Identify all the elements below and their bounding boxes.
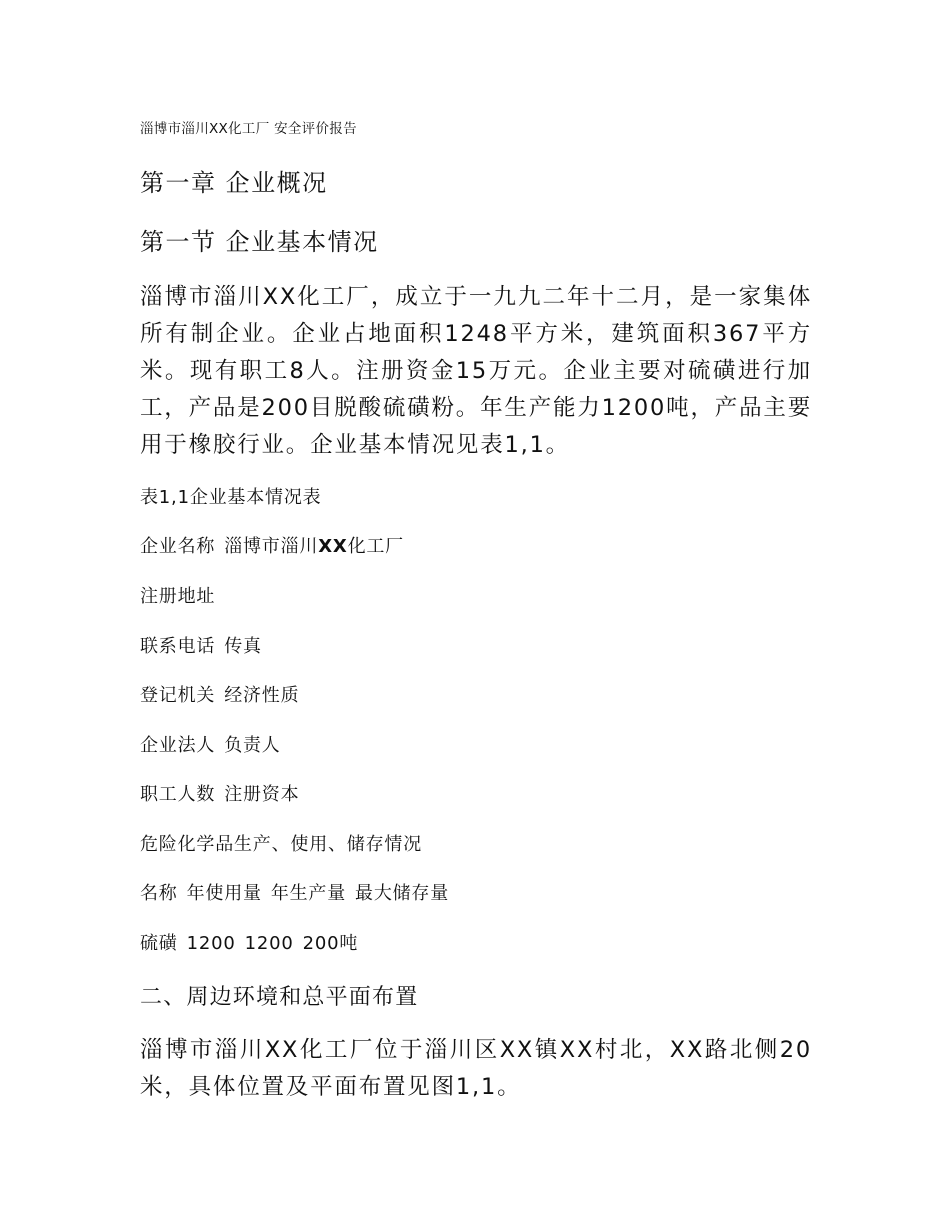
table-row-contact: [140, 632, 262, 658]
table-row-sulfur: [140, 929, 358, 955]
reg-capital-label: 注册资本: [224, 784, 300, 805]
reg-address-label: 注册地址: [140, 586, 216, 607]
section-title: 第一节 企业基本情况: [140, 228, 379, 256]
employees-label: 职工人数: [140, 784, 216, 805]
table-row-employees: [140, 780, 299, 806]
responsible-person-label: 负责人: [224, 735, 281, 756]
item-name: 硫磺: [140, 933, 178, 954]
table-row-column-headers: [140, 879, 449, 905]
fax-label: 传真: [224, 636, 262, 657]
col-name: 名称: [140, 883, 178, 904]
chapter-title: 第一章 企业概况: [140, 169, 328, 197]
table-row-registry: [140, 681, 299, 707]
table-row-hazchem-heading: 危险化学品生产、使用、储存情况: [140, 834, 422, 855]
item-output: 1200: [244, 933, 294, 954]
registry-label: 登记机关: [140, 685, 216, 706]
item-use: 1200: [186, 933, 236, 954]
item-storage: 200吨: [302, 933, 359, 954]
legal-person-label: 企业法人: [140, 735, 216, 756]
running-header: 淄博市淄川XX化工厂 安全评价报告: [140, 121, 357, 137]
company-name-label: 企业名称: [140, 536, 216, 557]
company-name-suffix: 化工厂: [347, 536, 404, 557]
table-row-company-name: [140, 532, 404, 558]
intro-paragraph: 淄博市淄川XX化工厂，成立于一九九二年十二月，是一家集体所有制企业。企业占地面积1248平方米，建筑面积367平方米。现有职工8人。注册资金15万元。企业主要对硫磺进行加工，产品是200目脱酸硫磺粉。年生产能力1200吨，产品主要用于橡胶行业。企业基本情况见表1,1。: [140, 284, 812, 458]
subsection-title: 二、周边环境和总平面布置: [140, 985, 419, 1010]
table-row-legal-person: [140, 731, 281, 757]
col-annual-use: 年使用量: [186, 883, 262, 904]
table-caption: 表1,1企业基本情况表: [140, 487, 322, 508]
col-max-storage: 最大储存量: [355, 883, 450, 904]
location-paragraph: 淄博市淄川XX化工厂位于淄川区XX镇XX村北，XX路北侧20米，具体位置及平面布置见图1,1。: [140, 1037, 812, 1100]
col-annual-output: 年生产量: [270, 883, 347, 904]
phone-label: 联系电话: [140, 636, 216, 657]
company-name-prefix: 淄博市淄川: [224, 536, 319, 557]
table-row-reg-address: [140, 582, 215, 608]
company-name-bold: XX: [318, 536, 348, 557]
economic-nature-label: 经济性质: [224, 685, 300, 706]
